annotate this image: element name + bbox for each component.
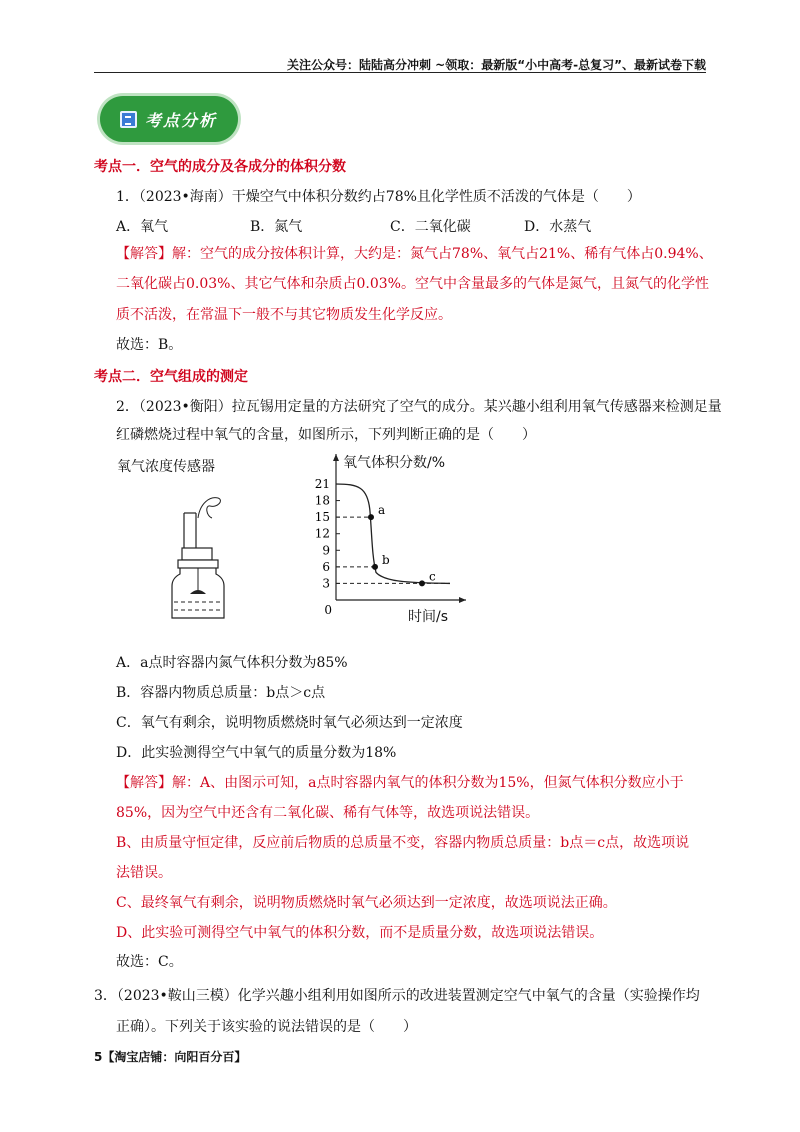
y-tick-label: 9: [322, 543, 330, 558]
q2-answer-line: D、此实验可测得空气中氧气的体积分数，而不是质量分数，故选项说法错误。: [116, 925, 604, 941]
q2-answer-line: B、由质量守恒定律，反应前后物质的总质量不变，容器内物质总质量：b点＝c点，故选项说: [116, 835, 690, 851]
q1-option-a: A．氧气: [116, 219, 169, 235]
q1-option-d: D．水蒸气: [524, 219, 592, 235]
q2-answer-line: C、最终氧气有剩余，说明物质燃烧时氧气必须达到一定浓度，故选项说法正确。: [116, 895, 617, 911]
q2-option-b: B．容器内物质总质量：b点＞c点: [116, 685, 326, 701]
apparatus-diagram: [160, 478, 240, 628]
q2-option-a: A．a点时容器内氮气体积分数为85%: [116, 655, 348, 671]
point-label-a: a: [378, 503, 386, 518]
q2-stem-line: 红磷燃烧过程中氧气的含量，如图所示，下列判断正确的是（ ）: [116, 427, 536, 443]
q1-answer-line: 【解答】解：空气的成分按体积计算，大约是：氮气占78%、氧气占21%、稀有气体占0.94%、: [116, 246, 713, 262]
data-point-b: [372, 564, 378, 570]
point-label-c: c: [429, 569, 436, 584]
q3-stem-line: 3．（2023•鞍山三模）化学兴趣小组利用如图所示的改进装置测定空气中氧气的含量（实验操作均: [94, 988, 700, 1004]
sensor-label: 氧气浓度传感器: [117, 459, 215, 475]
section1-title: 考点一．空气的成分及各成分的体积分数: [94, 159, 346, 175]
y-tick-label: 12: [314, 526, 330, 541]
page-footer: 5【淘宝店铺：向阳百分百】: [94, 1050, 247, 1064]
data-point-c: [419, 580, 425, 586]
document-icon: [120, 111, 137, 128]
point-label-b: b: [382, 552, 390, 567]
q1-option-c: C．二氧化碳: [390, 219, 471, 235]
y-tick-label: 15: [314, 510, 330, 525]
badge-label: 考点分析: [145, 110, 218, 130]
page-header: 关注公众号：陆陆高分冲刺 ~领取：最新版“小中高考-总复习”、最新试卷下载: [287, 58, 706, 72]
q1-stem: 1．（2023•海南）干燥空气中体积分数约占78%且化学性质不活泼的气体是（ ）: [116, 189, 641, 205]
q1-choice: 故选：B。: [116, 337, 183, 353]
y-tick-label: 21: [314, 477, 330, 491]
data-point-a: [368, 514, 374, 520]
x-axis-arrow: [459, 597, 466, 603]
oxygen-chart: [300, 448, 480, 628]
q2-answer-line: 【解答】解：A、由图示可知，a点时容器内氧气的体积分数为15%，但氮气体积分数应小于: [116, 775, 684, 791]
chart-ylabel: 氧气体积分数/%: [343, 455, 446, 471]
q1-answer-line: 质不活泼，在常温下一般不与其它物质发生化学反应。: [116, 307, 452, 323]
chart-xlabel: 时间/s: [408, 609, 449, 625]
q1-answer-line: 二氧化碳占0.03%、其它气体和杂质占0.03%。空气中含量最多的气体是氮气，且氮气的化学性: [116, 276, 709, 292]
q2-answer-line: 85%，因为空气中还含有二氧化碳、稀有气体等，故选项说法错误。: [116, 805, 540, 821]
q2-option-d: D．此实验测得空气中氧气的质量分数为18%: [116, 745, 397, 761]
section-badge: [100, 96, 238, 142]
section2-title: 考点二．空气组成的测定: [94, 369, 248, 385]
header-divider: [94, 72, 706, 73]
y-axis-arrow: [333, 454, 339, 461]
y-tick-label: 3: [322, 576, 330, 591]
y-tick-label: 18: [314, 493, 330, 508]
q2-option-c: C．氧气有剩余，说明物质燃烧时氧气必须达到一定浓度: [116, 715, 463, 731]
q2-stem-line: 2．（2023•衡阳）拉瓦锡用定量的方法研究了空气的成分。某兴趣小组利用氧气传感器来检测足量: [116, 399, 722, 415]
q2-choice: 故选：C。: [116, 954, 183, 970]
q1-option-b: B．氮气: [250, 219, 303, 235]
y-tick-label: 6: [322, 559, 330, 574]
q3-stem-line: 正确）。下列关于该实验的说法错误的是（ ）: [116, 1019, 417, 1035]
origin-label: 0: [324, 603, 332, 617]
q2-answer-line: 法错误。: [116, 865, 172, 881]
